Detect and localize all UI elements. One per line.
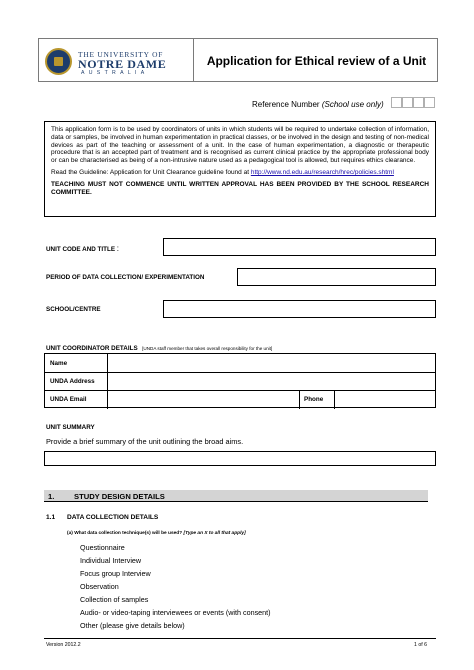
section-number: 1. xyxy=(48,492,55,501)
school-field[interactable] xyxy=(163,300,436,318)
reference-box-2[interactable] xyxy=(402,97,413,108)
footer-rule xyxy=(44,638,436,639)
option-focus-group-interview[interactable]: Focus group Interview xyxy=(80,569,151,578)
name-input[interactable] xyxy=(108,354,436,373)
coordinator-note: [UNDA staff member that takes overall responsibility for the unit] xyxy=(142,346,273,351)
period-field[interactable] xyxy=(237,268,436,286)
reference-number-text: Reference Number xyxy=(252,100,320,109)
guideline-line xyxy=(51,169,429,177)
reference-number-note: (School use only) xyxy=(321,100,384,109)
table-divider xyxy=(299,391,300,409)
unda-email-label: UNDA Email xyxy=(50,396,87,403)
unit-code-label xyxy=(46,244,119,253)
footer-page-number: 1 of 6 xyxy=(414,642,427,648)
coordinator-heading-text: UNIT COORDINATOR DETAILS xyxy=(46,345,138,352)
unit-summary-prompt: Provide a brief summary of the unit outlining the broad aims. xyxy=(46,437,244,446)
phone-input[interactable] xyxy=(335,391,436,409)
question-a xyxy=(67,531,246,536)
unit-code-colon: : xyxy=(116,244,120,253)
period-label: PERIOD OF DATA COLLECTION/ EXPERIMENTATION xyxy=(46,274,205,281)
approval-warning: TEACHING MUST NOT COMMENCE UNTIL WRITTEN APPROVAL HAS BEEN PROVIDED BY THE SCHOOL RESEARCH COMMITTEE. xyxy=(51,180,429,196)
unit-code-label-text: UNIT CODE AND TITLE xyxy=(46,246,116,253)
reference-box-1[interactable] xyxy=(391,97,402,108)
subsection-title: DATA COLLECTION DETAILS xyxy=(67,514,159,521)
unit-code-field[interactable] xyxy=(163,238,436,256)
question-a-text: (a) What data collection technique(s) will be used? xyxy=(67,531,183,536)
unit-summary-heading: UNIT SUMMARY xyxy=(46,424,95,431)
option-observation[interactable]: Observation xyxy=(80,582,119,591)
unda-address-input[interactable] xyxy=(108,373,436,391)
reference-box-4[interactable] xyxy=(424,97,435,108)
instructions-paragraph: This application form is to be used by coordinators of units in which students will be required to undertake collection of information, data or samples, be involved in human experimentation in practical classes, or be involved in the design and testing of non-medical devices as part of the teaching or assessment of a unit. In the case of human experimentation, a diagnostic or therapeutic procedure that is an accepted part of treatment and is recognised as current clinical practice by the appropriate professional body or can be characterised as being of a non-intrusive nature used as a pedagogical tool is allowed, but requires ethics clearance. xyxy=(51,126,429,165)
option-collection-of-samples[interactable]: Collection of samples xyxy=(80,595,149,604)
option-individual-interview[interactable]: Individual Interview xyxy=(80,556,142,565)
reference-box-3[interactable] xyxy=(413,97,424,108)
instructions-box xyxy=(44,121,436,217)
logo-text-line2: NOTRE DAME xyxy=(78,57,167,71)
university-logo xyxy=(45,48,185,78)
option-questionnaire[interactable]: Questionnaire xyxy=(80,543,125,552)
logo-text-line1: THE UNIVERSITY OF xyxy=(78,50,164,59)
coordinator-table xyxy=(44,353,436,408)
unda-email-input[interactable] xyxy=(108,391,299,409)
phone-label: Phone xyxy=(304,396,324,403)
option-audio-video-taping[interactable]: Audio- or video-taping interviewees or events (with consent) xyxy=(80,608,271,617)
unit-summary-field[interactable] xyxy=(44,451,436,466)
reference-number-label xyxy=(252,100,384,109)
section-heading-bar xyxy=(44,490,428,502)
option-other[interactable]: Other (please give details below) xyxy=(80,621,185,630)
document-title: Application for Ethical review of a Unit xyxy=(206,54,427,68)
document-header xyxy=(38,38,438,82)
crest-icon xyxy=(45,48,72,75)
logo-text-line3: AUSTRALIA xyxy=(81,70,149,76)
name-label: Name xyxy=(50,360,68,367)
section-title: STUDY DESIGN DETAILS xyxy=(74,492,165,501)
question-a-hint: [Type an X to all that apply] xyxy=(183,531,246,536)
footer-version: Version 2012.2 xyxy=(46,642,81,648)
unda-address-label: UNDA Address xyxy=(50,378,95,385)
school-label: SCHOOL/CENTRE xyxy=(46,306,101,313)
guideline-text: Read the Guideline: Application for Unit Clearance guideline found at xyxy=(51,168,251,176)
guideline-link[interactable]: http://www.nd.edu.au/research/hrec/policies.shtml xyxy=(250,168,394,176)
subsection-number: 1.1 xyxy=(46,514,56,521)
